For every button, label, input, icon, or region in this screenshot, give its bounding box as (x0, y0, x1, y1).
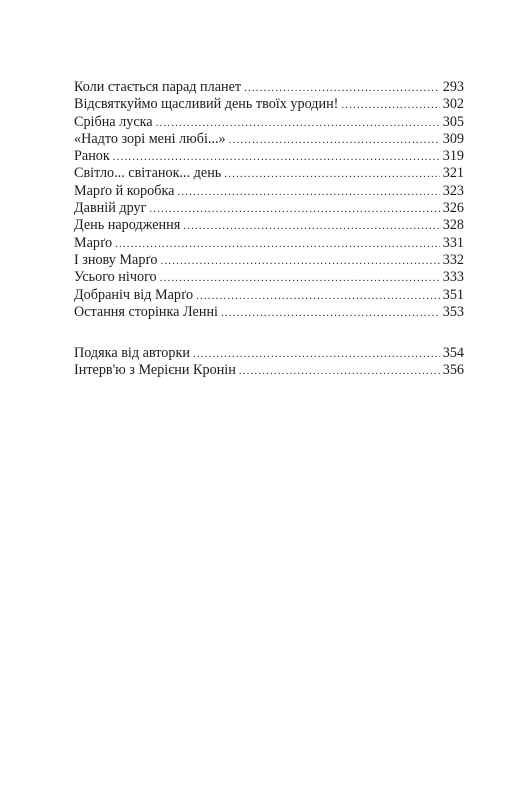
toc-dot-leader (221, 305, 440, 322)
toc-entry-title: День народження (74, 217, 181, 234)
toc-entry (74, 131, 464, 148)
toc-entry-page: 332 (442, 251, 464, 268)
toc-entry-page: 353 (442, 303, 464, 320)
toc-entry-title: Давній друг (74, 200, 147, 217)
toc-entry-page: 333 (442, 269, 464, 286)
toc-dot-leader (113, 149, 440, 166)
toc-dot-leader (161, 253, 440, 270)
toc-entry (74, 200, 464, 217)
toc-entry-page: 293 (442, 79, 464, 95)
toc-entry-title: Подяка від авторки (74, 345, 190, 361)
toc-entry (74, 269, 464, 286)
toc-dot-leader (115, 236, 440, 253)
toc-entry-title: Марґо й коробка (74, 182, 175, 199)
toc-entry-page: 309 (442, 130, 464, 147)
toc-entry-page: 305 (442, 113, 464, 130)
toc-entry (74, 183, 464, 200)
toc-entry-title: Марґо (74, 234, 113, 251)
toc-entry-title: Коли стається парад планет (74, 79, 242, 95)
toc-dot-leader (193, 346, 440, 363)
toc-entry (74, 345, 464, 362)
toc-entry-title: Добраніч від Марґо (74, 286, 194, 303)
toc-entry-title: Усього нічого (74, 269, 157, 286)
toc-entry-page: 331 (442, 234, 464, 251)
toc-entry-title: Відсвяткуймо щасливий день твоїх уродин! (74, 96, 339, 113)
toc-dot-leader (239, 363, 440, 380)
toc-entry-page: 354 (442, 345, 464, 361)
toc-dot-leader (156, 115, 440, 132)
toc-entry-page: 351 (442, 286, 464, 303)
toc-entry (74, 287, 464, 304)
toc-entry (74, 235, 464, 252)
toc-entry-title: Ранок (74, 148, 110, 165)
toc-dot-leader (341, 97, 439, 114)
toc-dot-leader (149, 201, 439, 218)
toc-entry (74, 304, 464, 321)
toc-entry (74, 114, 464, 131)
toc-dot-leader (244, 80, 440, 97)
toc-entry-page: 326 (442, 200, 464, 217)
toc-entry (74, 165, 464, 182)
toc-dot-leader (229, 132, 440, 149)
toc-dot-leader (177, 184, 439, 201)
toc-entry (74, 96, 464, 113)
toc-entry-page: 319 (442, 148, 464, 165)
toc-dot-leader (160, 270, 440, 287)
toc-dot-leader (224, 166, 439, 183)
toc-entry-title: «Надто зорі мені любі...» (74, 130, 226, 147)
toc-entry-page: 321 (442, 165, 464, 182)
toc-entry-title: Світло... світанок... день (74, 165, 222, 182)
toc-entry-page: 328 (442, 217, 464, 234)
toc-dot-leader (196, 288, 440, 305)
toc-entry-page: 356 (442, 362, 464, 379)
toc-dot-leader (183, 218, 439, 235)
toc-entry (74, 148, 464, 165)
toc-entry (74, 79, 464, 96)
toc-entry-title: Срібна луска (74, 113, 153, 130)
toc-entry-title: Остання сторінка Ленні (74, 303, 218, 320)
toc-entry-title: І знову Марґо (74, 251, 158, 268)
toc-entry (74, 362, 464, 379)
table-of-contents (74, 79, 464, 321)
toc-entry-page: 323 (442, 182, 464, 199)
toc-entry-page: 302 (442, 96, 464, 113)
toc-entry (74, 252, 464, 269)
table-of-contents-appendix (74, 345, 464, 380)
toc-entry-title: Інтерв'ю з Мерієни Кронін (74, 362, 236, 379)
toc-entry (74, 217, 464, 234)
